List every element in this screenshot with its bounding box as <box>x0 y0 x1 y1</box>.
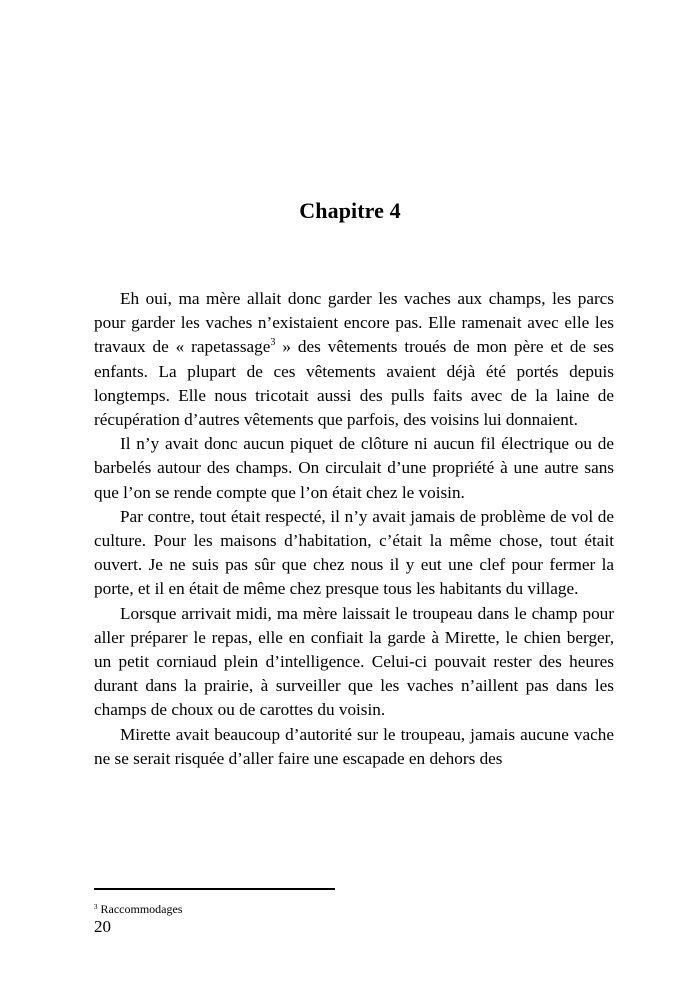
footnote-number: 3 <box>94 903 98 911</box>
paragraph-1-text-after: » des vêtements troués de mon père et de ses enfants. La plupart de ces vêtements avaient déjà été portés depuis longtemps. Elle nous tricotait aussi des pulls faits avec de la laine de récupération d’autres vêtements que parfois, des voisins lui donnaient. <box>94 337 614 430</box>
footnote-text: Raccommodages <box>100 902 183 916</box>
footnote-reference: 3 <box>270 337 276 349</box>
paragraph-2: Il n’y avait donc aucun piquet de clôture ni aucun fil électrique ou de barbelés autour des champs. On circulait d’une propriété à une autre sans que l’on se rende compte que l’on était chez le voisin. <box>94 434 614 502</box>
footnote-divider <box>94 888 335 890</box>
body-text <box>94 287 614 771</box>
paragraph-1-text-before: Eh oui, ma mère allait donc garder les vaches aux champs, les parcs pour garder les vaches n’existaient encore pas. Elle ramenait avec elle les travaux de « rapetassage <box>94 289 614 357</box>
page-number: 20 <box>94 917 111 936</box>
paragraph-1 <box>94 287 614 432</box>
chapter-title: Chapitre 4 <box>299 198 401 223</box>
paragraph-4: Lorsque arrivait midi, ma mère laissait le troupeau dans le champ pour aller préparer le repas, elle en confiait la garde à Mirette, le chien berger, un petit corniaud plein d’intelligence. Celui-ci pouvait rester des heures durant dans la prairie, à surveiller que les vaches n’aillent pas dans les champs de choux ou de carottes du voisin. <box>94 603 614 720</box>
footnote <box>94 902 182 916</box>
paragraph-5: Mirette avait beaucoup d’autorité sur le troupeau, jamais aucune vache ne se serait risquée d’aller faire une escapade en dehors des <box>94 724 614 768</box>
paragraph-3: Par contre, tout était respecté, il n’y avait jamais de problème de vol de culture. Pour les maisons d’habitation, c’était la même chose, tout était ouvert. Je ne suis pas sûr que chez nous il y eut une clef pour fermer la porte, et il en était de même chez presque tous les habitants du village. <box>94 506 614 599</box>
